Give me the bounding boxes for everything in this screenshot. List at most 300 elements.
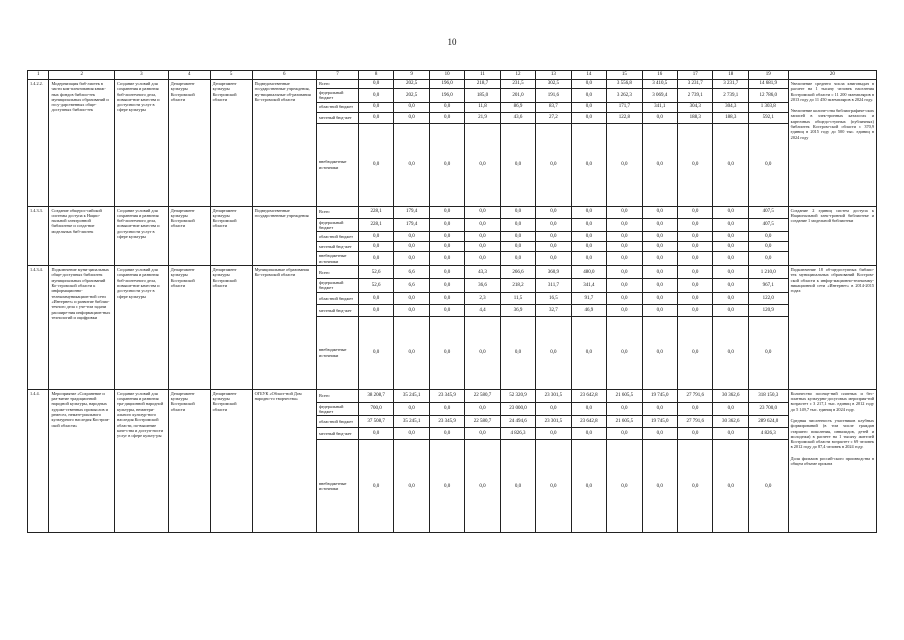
funding-value: 23 642,8 bbox=[571, 416, 606, 428]
funding-value: 302,5 bbox=[536, 80, 571, 89]
funding-value: 2 739,1 bbox=[713, 89, 748, 103]
item-name: Подключение муни-ципальных обще-доступных библиотек муниципальных образований Ко-стромской области к информационно-телекоммуникацион-ной сети «Интернет» и развитие библио-течного дела с уче-том задачи расшире-ния информацион-ных технологий и оцифровки bbox=[49, 266, 115, 390]
funding-value: 0,0 bbox=[607, 316, 642, 389]
funding-value: 0,0 bbox=[358, 304, 393, 316]
column-number: 2 bbox=[49, 71, 115, 80]
column-number: 20 bbox=[788, 71, 876, 80]
funding-value: 0,0 bbox=[748, 242, 788, 252]
funding-value: 16,5 bbox=[536, 292, 571, 304]
funding-value: 6,6 bbox=[394, 266, 429, 279]
column-number: 13 bbox=[536, 71, 571, 80]
funding-value: 0,0 bbox=[429, 428, 464, 440]
funding-value: 341,4 bbox=[571, 279, 606, 293]
funding-value: 0,0 bbox=[571, 252, 606, 266]
funding-value: 43,3 bbox=[465, 266, 500, 279]
funding-value: 0,0 bbox=[713, 402, 748, 416]
funding-value: 0,0 bbox=[642, 304, 677, 316]
funding-value: 0,0 bbox=[358, 440, 393, 533]
item-number: 1.4.3.4. bbox=[28, 266, 49, 390]
funding-value: 36,9 bbox=[500, 304, 535, 316]
funding-value: 36,6 bbox=[465, 279, 500, 293]
funding-value: 0,0 bbox=[358, 89, 393, 103]
funding-value: 0,0 bbox=[465, 218, 500, 232]
funding-value: 23 700,0 bbox=[748, 402, 788, 416]
funding-source: федеральный бюджет bbox=[317, 279, 359, 293]
funding-value: 0,0 bbox=[571, 206, 606, 218]
funding-value: 0,0 bbox=[358, 123, 393, 206]
funding-value: 0,0 bbox=[536, 428, 571, 440]
item-number: 1.4.2.2. bbox=[28, 80, 49, 207]
funding-value: 0,0 bbox=[678, 232, 713, 242]
result-paragraph: Подключение 18 об-щедоступных библио-тек муниципальных образований Костром-ской области к инфор-мационно-телекомму-никационной сети «Интернет» в 2014-2015 годах bbox=[790, 267, 874, 294]
funding-value: 0,0 bbox=[713, 232, 748, 242]
funding-value: 0,0 bbox=[394, 428, 429, 440]
funding-value: 0,0 bbox=[642, 232, 677, 242]
funding-value: 0,0 bbox=[394, 402, 429, 416]
funding-source: федеральный бюджет bbox=[317, 218, 359, 232]
funding-value: 32,7 bbox=[536, 304, 571, 316]
funding-value: 91,7 bbox=[571, 292, 606, 304]
column-number: 17 bbox=[678, 71, 713, 80]
funding-value: 0,0 bbox=[465, 428, 500, 440]
funding-value: 218,7 bbox=[465, 80, 500, 89]
funding-value: 0,0 bbox=[500, 316, 535, 389]
funding-value: 35 245,1 bbox=[394, 416, 429, 428]
funding-value: 201,0 bbox=[500, 89, 535, 103]
funding-value: 266,6 bbox=[500, 266, 535, 279]
funding-value: 0,0 bbox=[713, 206, 748, 218]
funding-value: 0,0 bbox=[713, 440, 748, 533]
funding-value: 231,5 bbox=[500, 80, 535, 89]
funding-value: 0,0 bbox=[713, 242, 748, 252]
funding-value: 0,0 bbox=[571, 123, 606, 206]
funding-value: 289 624,0 bbox=[748, 416, 788, 428]
funding-value: 11,8 bbox=[465, 102, 500, 112]
funding-value: 0,0 bbox=[571, 316, 606, 389]
column-number: 16 bbox=[642, 71, 677, 80]
funding-value: 21 605,5 bbox=[607, 416, 642, 428]
funding-value: 188,3 bbox=[678, 112, 713, 123]
funding-value: 0,0 bbox=[642, 218, 677, 232]
funding-value: 228,1 bbox=[358, 218, 393, 232]
co-executor: Департамент культуры Костромской области bbox=[210, 80, 252, 207]
funding-value: 0,0 bbox=[748, 123, 788, 206]
expected-result bbox=[788, 80, 876, 207]
funding-value: 0,0 bbox=[607, 292, 642, 304]
expected-result bbox=[788, 389, 876, 533]
funding-value: 0,0 bbox=[571, 232, 606, 242]
funding-value: 14 681,9 bbox=[748, 80, 788, 89]
funding-value: 1 303,8 bbox=[748, 102, 788, 112]
funding-value: 0,0 bbox=[678, 252, 713, 266]
funding-value: 0,0 bbox=[748, 232, 788, 242]
funding-value: 27 791,6 bbox=[678, 416, 713, 428]
funding-value: 0,0 bbox=[642, 266, 677, 279]
funding-value: 0,0 bbox=[358, 102, 393, 112]
funding-value: 0,0 bbox=[394, 232, 429, 242]
funding-value: 0,0 bbox=[536, 402, 571, 416]
funding-value: 0,0 bbox=[678, 304, 713, 316]
funding-value: 0,0 bbox=[607, 242, 642, 252]
funding-value: 0,0 bbox=[642, 252, 677, 266]
funding-value: 0,0 bbox=[713, 428, 748, 440]
funding-source: Всего bbox=[317, 266, 359, 279]
funding-value: 967,1 bbox=[748, 279, 788, 293]
co-executor: Департамент культуры Костромской области bbox=[210, 206, 252, 266]
funding-value: 0,0 bbox=[465, 402, 500, 416]
funding-value: 52,6 bbox=[358, 279, 393, 293]
funding-value: 202,5 bbox=[394, 89, 429, 103]
column-number: 6 bbox=[252, 71, 316, 80]
table-row bbox=[28, 389, 877, 402]
funding-value: 304,3 bbox=[713, 102, 748, 112]
funding-value: 0,0 bbox=[465, 440, 500, 533]
column-number: 8 bbox=[358, 71, 393, 80]
funding-value: 0,0 bbox=[429, 206, 464, 218]
table-row bbox=[28, 266, 877, 279]
column-number-row bbox=[28, 71, 877, 80]
funding-value: 304,3 bbox=[678, 102, 713, 112]
funding-value: 0,0 bbox=[394, 102, 429, 112]
funding-value: 0,0 bbox=[678, 440, 713, 533]
funding-value: 171,7 bbox=[607, 102, 642, 112]
responsible-executor: Департамент культуры Костромской области bbox=[168, 266, 210, 390]
column-number: 14 bbox=[571, 71, 606, 80]
funding-value: 122,8 bbox=[607, 112, 642, 123]
funding-value: 311,7 bbox=[536, 279, 571, 293]
funding-value: 360,9 bbox=[536, 266, 571, 279]
result-paragraph: Доля фильмов россий-ского производства в общем объеме проката bbox=[790, 455, 874, 467]
funding-source: местный бюд-жет bbox=[317, 242, 359, 252]
funding-value: 0,0 bbox=[713, 292, 748, 304]
funding-source: областной бюджет bbox=[317, 232, 359, 242]
funding-value: 27,2 bbox=[536, 112, 571, 123]
funding-value: 228,1 bbox=[358, 206, 393, 218]
expected-result bbox=[788, 266, 876, 390]
column-number: 15 bbox=[607, 71, 642, 80]
funding-value: 0,0 bbox=[536, 316, 571, 389]
funding-value: 122,0 bbox=[748, 292, 788, 304]
funding-value: 0,0 bbox=[607, 252, 642, 266]
funding-value: 0,0 bbox=[429, 279, 464, 293]
responsible-executor: Департамент культуры Костромской области bbox=[168, 389, 210, 533]
funding-value: 0,0 bbox=[358, 242, 393, 252]
funding-value: 202,5 bbox=[394, 80, 429, 89]
funding-value: 1 210,0 bbox=[748, 266, 788, 279]
funding-value: 0,0 bbox=[571, 440, 606, 533]
funding-value: 0,0 bbox=[358, 232, 393, 242]
funding-value: 0,0 bbox=[536, 206, 571, 218]
item-number: 1.4.3.3. bbox=[28, 206, 49, 266]
funding-source: внебюджетные источники bbox=[317, 316, 359, 389]
funding-value: 0,0 bbox=[536, 440, 571, 533]
column-number: 7 bbox=[317, 71, 359, 80]
page-number: 10 bbox=[447, 37, 457, 47]
funding-value: 0,0 bbox=[358, 252, 393, 266]
item-goal: Создание условий для сохранения и развития биб-лиотечного дела, повыше-ние качества и доступности услуг в сфере культуры bbox=[115, 80, 169, 207]
funding-value: 0,0 bbox=[536, 232, 571, 242]
funding-value: 19 745,0 bbox=[642, 389, 677, 402]
funding-value: 0,0 bbox=[500, 252, 535, 266]
funding-value: 0,0 bbox=[678, 266, 713, 279]
funding-value: 179,4 bbox=[394, 218, 429, 232]
funding-value: 3 410,5 bbox=[642, 80, 677, 89]
result-paragraph: Средняя численность участников клубных формирований (в том числе граждан старшего поколения, инвалидов, детей и молодежи) в расчете на 1 тысячу жителей Костромской области возрастет с 69 человек в 2012 году до 87,4 человек в 2024 году. bbox=[790, 417, 874, 450]
funding-value: 0,0 bbox=[465, 232, 500, 242]
funding-value: 0,0 bbox=[642, 112, 677, 123]
funding-value: 0,0 bbox=[536, 218, 571, 232]
funding-value: 19 745,0 bbox=[642, 416, 677, 428]
funding-value: 4 826,3 bbox=[748, 428, 788, 440]
program-table bbox=[27, 70, 877, 533]
table-row bbox=[28, 206, 877, 218]
funding-source: Всего bbox=[317, 206, 359, 218]
funding-value: 0,0 bbox=[429, 292, 464, 304]
funding-value: 120,9 bbox=[748, 304, 788, 316]
funding-value: 196,0 bbox=[429, 89, 464, 103]
funding-value: 0,0 bbox=[465, 242, 500, 252]
funding-value: 27 791,6 bbox=[678, 389, 713, 402]
funding-source: федеральный бюджет bbox=[317, 89, 359, 103]
funding-value: 23 000,0 bbox=[500, 402, 535, 416]
funding-source: внебюджетные источники bbox=[317, 252, 359, 266]
funding-value: 0,0 bbox=[394, 304, 429, 316]
item-goal: Создание условий для сохранения и развития тра-диционной народной культуры, нематери-ального культур-ного наследия Костромской области, по-вышение каче-ства и доступ-ности услуг в сфере культу-ры bbox=[115, 389, 169, 533]
funding-source: внебюджетные источники bbox=[317, 440, 359, 533]
funding-value: 52,6 bbox=[358, 266, 393, 279]
funding-value: 0,0 bbox=[429, 112, 464, 123]
funding-value: 23 642,8 bbox=[571, 389, 606, 402]
funding-value: 0,0 bbox=[429, 123, 464, 206]
funding-value: 23 301,5 bbox=[536, 389, 571, 402]
funding-value: 0,0 bbox=[465, 316, 500, 389]
result-paragraph: Количество посеще-ний платных и бес-платных культурно-досуговых мероприя-тий возрастет с 3 217,1 тыс. единиц в 2012 году до 5 149,7 тыс. единиц в 2024 году. bbox=[790, 390, 874, 412]
funding-source: местный бюд-жет bbox=[317, 304, 359, 316]
funding-value: 480,0 bbox=[571, 266, 606, 279]
recipient: Подведомственные государственные учреждения, му-ниципальные об-разования Ко-стромской области bbox=[252, 80, 316, 207]
funding-value: 0,0 bbox=[394, 440, 429, 533]
column-number: 11 bbox=[465, 71, 500, 80]
funding-value: 0,0 bbox=[429, 252, 464, 266]
funding-value: 0,0 bbox=[571, 218, 606, 232]
table-row bbox=[28, 80, 877, 89]
funding-value: 83,7 bbox=[536, 102, 571, 112]
funding-value: 0,0 bbox=[678, 206, 713, 218]
funding-value: 21,9 bbox=[465, 112, 500, 123]
funding-source: Всего bbox=[317, 80, 359, 89]
funding-value: 3 069,4 bbox=[642, 89, 677, 103]
funding-value: 318 150,3 bbox=[748, 389, 788, 402]
funding-value: 0,0 bbox=[607, 206, 642, 218]
funding-value: 0,0 bbox=[500, 440, 535, 533]
column-number: 12 bbox=[500, 71, 535, 80]
funding-value: 0,0 bbox=[500, 123, 535, 206]
recipient: Муниципальные образования Ко-стромской области bbox=[252, 266, 316, 390]
funding-value: 0,0 bbox=[607, 279, 642, 293]
funding-value: 0,0 bbox=[394, 242, 429, 252]
funding-value: 0,0 bbox=[678, 242, 713, 252]
funding-value: 196,0 bbox=[429, 80, 464, 89]
result-paragraph: Создание 2 единиц систем доступа к Национальной элек-тронной библиотеке и создание 1 модельной библиотеки bbox=[790, 207, 874, 224]
funding-value: 407,5 bbox=[748, 218, 788, 232]
funding-value: 0,0 bbox=[713, 252, 748, 266]
funding-value: 0,0 bbox=[571, 112, 606, 123]
funding-value: 0,0 bbox=[607, 266, 642, 279]
co-executor: Департамент культуры Костромской области bbox=[210, 389, 252, 533]
item-goal: Создание условий для сохранения и развития биб-лиотечного дела, повыше-ние качества и доступности услуг в сфере культуры bbox=[115, 266, 169, 390]
funding-value: 0,0 bbox=[748, 440, 788, 533]
funding-value: 52 320,9 bbox=[500, 389, 535, 402]
funding-value: 0,0 bbox=[429, 102, 464, 112]
funding-value: 0,0 bbox=[642, 292, 677, 304]
funding-value: 23 345,9 bbox=[429, 389, 464, 402]
funding-value: 0,0 bbox=[678, 123, 713, 206]
funding-value: 0,0 bbox=[607, 440, 642, 533]
funding-value: 23 345,9 bbox=[429, 416, 464, 428]
responsible-executor: Департамент культуры Костромской области bbox=[168, 206, 210, 266]
column-number: 10 bbox=[429, 71, 464, 80]
funding-value: 46,9 bbox=[571, 304, 606, 316]
result-paragraph: Увеличение среднего числа книговыдач в расчете на 1 тысячу человек населения Костромской области с 11 200 экземпляров в 2013 году до 11 450 экземпляров в 2024 году. bbox=[790, 81, 874, 102]
funding-value: 35 245,1 bbox=[394, 389, 429, 402]
column-number: 5 bbox=[210, 71, 252, 80]
funding-value: 0,0 bbox=[607, 428, 642, 440]
funding-value: 0,0 bbox=[358, 112, 393, 123]
funding-value: 341,1 bbox=[642, 102, 677, 112]
funding-source: областной бюджет bbox=[317, 416, 359, 428]
funding-value: 0,0 bbox=[394, 252, 429, 266]
funding-value: 2,3 bbox=[465, 292, 500, 304]
funding-value: 0,0 bbox=[607, 232, 642, 242]
funding-value: 0,0 bbox=[713, 304, 748, 316]
funding-value: 0,0 bbox=[678, 316, 713, 389]
funding-value: 0,0 bbox=[642, 242, 677, 252]
funding-value: 0,0 bbox=[536, 123, 571, 206]
funding-value: 0,0 bbox=[748, 252, 788, 266]
column-number: 18 bbox=[713, 71, 748, 80]
responsible-executor: Департамент культуры Костромской области bbox=[168, 80, 210, 207]
funding-source: федеральный бюджет bbox=[317, 402, 359, 416]
funding-source: Всего bbox=[317, 389, 359, 402]
funding-value: 0,0 bbox=[394, 112, 429, 123]
funding-value: 0,0 bbox=[358, 292, 393, 304]
funding-value: 0,0 bbox=[500, 232, 535, 242]
funding-value: 0,0 bbox=[358, 80, 393, 89]
funding-value: 0,0 bbox=[429, 232, 464, 242]
funding-value: 0,0 bbox=[429, 304, 464, 316]
funding-value: 0,0 bbox=[571, 428, 606, 440]
funding-value: 0,0 bbox=[678, 218, 713, 232]
funding-value: 188,3 bbox=[713, 112, 748, 123]
funding-value: 24 494,6 bbox=[500, 416, 535, 428]
item-goal: Создание условий для сохранения и развития биб-лиотечного дела, повыше-ние качества и доступности услуг в сфере культуры bbox=[115, 206, 169, 266]
result-paragraph: Увеличение количе-ства библиографиче-ских записей в элек-тронных каталогах и карточных общедо-ступных (публичных) библиотек Костром-ской области с 370,9 единиц в 2015 году до 500 тыс. единиц в 2024 году bbox=[790, 108, 874, 140]
funding-value: 0,0 bbox=[358, 428, 393, 440]
funding-value: 30 362,6 bbox=[713, 416, 748, 428]
expected-result bbox=[788, 206, 876, 266]
funding-value: 0,0 bbox=[394, 123, 429, 206]
funding-value: 0,0 bbox=[571, 242, 606, 252]
funding-value: 0,0 bbox=[571, 102, 606, 112]
funding-value: 0,0 bbox=[536, 242, 571, 252]
funding-value: 0,0 bbox=[465, 123, 500, 206]
funding-value: 179,4 bbox=[394, 206, 429, 218]
funding-value: 0,0 bbox=[713, 279, 748, 293]
funding-value: 0,0 bbox=[429, 316, 464, 389]
funding-value: 21 605,5 bbox=[607, 389, 642, 402]
funding-source: местный бюд-жет bbox=[317, 428, 359, 440]
funding-value: 0,0 bbox=[713, 218, 748, 232]
funding-value: 0,0 bbox=[465, 252, 500, 266]
funding-value: 12 786,0 bbox=[748, 89, 788, 103]
funding-value: 0,0 bbox=[642, 123, 677, 206]
funding-value: 0,0 bbox=[571, 89, 606, 103]
funding-value: 0,0 bbox=[429, 402, 464, 416]
funding-value: 0,0 bbox=[642, 428, 677, 440]
recipient: Подведомственные государственные учреждения bbox=[252, 206, 316, 266]
funding-value: 0,0 bbox=[571, 402, 606, 416]
co-executor: Департамент культуры Костромской области bbox=[210, 266, 252, 390]
funding-value: 0,0 bbox=[678, 292, 713, 304]
funding-source: областной бюджет bbox=[317, 292, 359, 304]
column-number: 19 bbox=[748, 71, 788, 80]
funding-value: 0,0 bbox=[429, 242, 464, 252]
funding-value: 37 508,7 bbox=[358, 416, 393, 428]
funding-value: 11,5 bbox=[500, 292, 535, 304]
funding-value: 0,0 bbox=[642, 440, 677, 533]
funding-value: 0,0 bbox=[642, 402, 677, 416]
funding-value: 0,0 bbox=[642, 279, 677, 293]
column-number: 4 bbox=[168, 71, 210, 80]
item-name: Мероприятие «Сохранение и раз-витие традиционной народной культуры, народных художе-ственных промыслов и ремесел, немате-риального культурного наследия Костром-ской области» bbox=[49, 389, 115, 533]
funding-value: 0,0 bbox=[429, 440, 464, 533]
item-number: 1.4.4. bbox=[28, 389, 49, 533]
item-name: Модернизация биб-лиотек в части ком-плектования книж-ных фондов библио-тек муниципальных образований и госу-дарственных обще-доступных библио-тек bbox=[49, 80, 115, 207]
funding-value: 0,0 bbox=[678, 279, 713, 293]
funding-value: 2 739,1 bbox=[678, 89, 713, 103]
funding-value: 30 362,6 bbox=[713, 389, 748, 402]
item-name: Создание общерос-сийской системы доступа к Нацио-нальной электронной библиотеке и созда-ние модельных биб-лиотек bbox=[49, 206, 115, 266]
recipient: ОГБУК «Област-ной Дом народно-го творчества» bbox=[252, 389, 316, 533]
funding-value: 0,0 bbox=[394, 292, 429, 304]
funding-value: 700,0 bbox=[358, 402, 393, 416]
funding-value: 0,0 bbox=[607, 402, 642, 416]
funding-value: 218,2 bbox=[500, 279, 535, 293]
column-number: 9 bbox=[394, 71, 429, 80]
funding-value: 0,0 bbox=[607, 304, 642, 316]
funding-value: 0,0 bbox=[358, 316, 393, 389]
funding-value: 3 556,8 bbox=[607, 80, 642, 89]
funding-value: 0,0 bbox=[713, 123, 748, 206]
funding-value: 0,0 bbox=[748, 316, 788, 389]
funding-value: 0,0 bbox=[394, 316, 429, 389]
funding-value: 0,0 bbox=[500, 242, 535, 252]
funding-value: 3 231,7 bbox=[678, 80, 713, 89]
funding-value: 0,0 bbox=[642, 206, 677, 218]
funding-value: 3 231,7 bbox=[713, 80, 748, 89]
funding-value: 0,0 bbox=[713, 316, 748, 389]
funding-value: 4 826,3 bbox=[500, 428, 535, 440]
funding-value: 0,0 bbox=[713, 266, 748, 279]
funding-source: местный бюд-жет bbox=[317, 112, 359, 123]
funding-value: 0,0 bbox=[465, 206, 500, 218]
funding-value: 6,6 bbox=[394, 279, 429, 293]
column-number: 1 bbox=[28, 71, 49, 80]
funding-value: 0,0 bbox=[678, 428, 713, 440]
funding-value: 0,0 bbox=[607, 123, 642, 206]
funding-value: 0,0 bbox=[642, 316, 677, 389]
funding-value: 23 301,5 bbox=[536, 416, 571, 428]
